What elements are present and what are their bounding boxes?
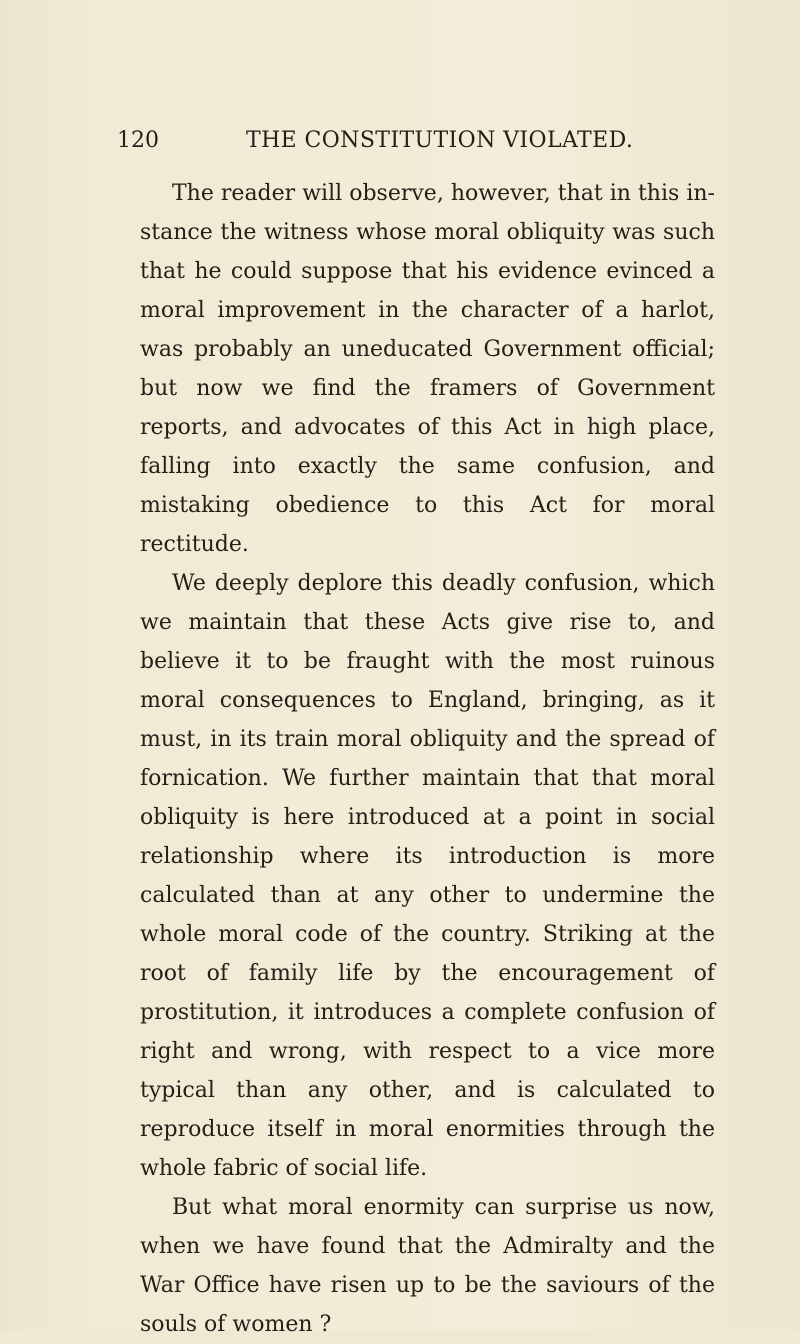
running-title: THE CONSTITUTION VIOLATED.	[246, 128, 634, 153]
paragraph-3: But what moral enormity can surprise us now, when we have found that the Admiralty and the War Office have risen up to be the saviours of the souls of women ?	[140, 1195, 715, 1337]
paragraph-2: We deeply deplore this deadly confusion, which we maintain that these Acts give rise to, and believe it to be fraught with the most ruinous moral consequences to England, bringing, as it must, in its train moral obliquity and the spread of fornication. We further maintain that that moral obliquity is here introduced at a point in social relationship where its introduction is more calculated than at any other to undermine the whole moral code of the country. Striking at the root of family life by the encouragement of prostitution, it introduces a complete confusion of right and wrong, with respect to a vice more typical than any other, and is calculated to reproduce itself in moral enormities through the whole fabric of social life.	[140, 571, 715, 1181]
body-text	[140, 174, 715, 1344]
page-header	[117, 123, 717, 159]
paragraph-1: The reader will observe, however, that in this in- stance the witness whose moral obliquity was such that he could suppose that his evidence evinced a moral improvement in the character of a harlot, was probably an uneducated Government official; but now we find the framers of Government reports, and advocates of this Act in high place, falling into exactly the same confusion, and mistaking obedience to this Act for moral rectitude.	[140, 181, 715, 557]
page-number: 120	[117, 128, 159, 153]
